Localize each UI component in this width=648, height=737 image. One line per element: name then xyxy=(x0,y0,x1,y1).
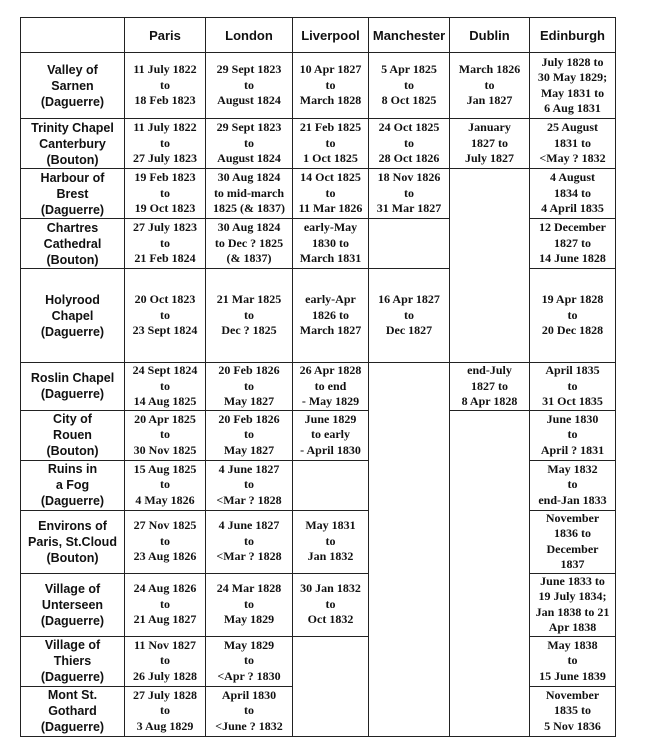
diorama-subject-text: Village of Thiers (Daguerre) xyxy=(40,638,105,684)
diorama-subject-text: City of Rouen (Bouton) xyxy=(46,412,99,458)
date-range-cell xyxy=(125,410,206,460)
date-range-text: 10 Apr 1827 to March 1828 xyxy=(299,62,362,108)
diorama-subject-cell xyxy=(21,53,125,119)
date-range-cell xyxy=(293,169,369,219)
header-cell-london: London xyxy=(206,18,293,53)
date-range-cell xyxy=(293,53,369,119)
table-row xyxy=(21,410,616,460)
date-range-text: 19 Apr 1828 to 20 Dec 1828 xyxy=(541,292,604,338)
date-range-text: May 1831 to Jan 1832 xyxy=(305,518,356,564)
date-range-cell xyxy=(530,269,616,363)
date-range-text: 24 Oct 1825 to 28 Oct 1826 xyxy=(378,120,440,166)
date-range-text: 25 August 1831 to <May ? 1832 xyxy=(539,120,606,166)
date-range-cell xyxy=(125,363,206,411)
empty-cell xyxy=(450,410,530,736)
date-range-cell xyxy=(125,460,206,510)
diorama-subject-cell xyxy=(21,219,125,269)
date-range-text: early-Apr 1826 to March 1827 xyxy=(299,292,362,338)
date-range-cell xyxy=(206,269,293,363)
date-range-cell xyxy=(293,410,369,460)
diorama-subject-cell xyxy=(21,686,125,736)
date-range-text: November 1835 to 5 Nov 1836 xyxy=(544,687,601,733)
diorama-subject-cell xyxy=(21,460,125,510)
diorama-subject-text: Holyrood Chapel (Daguerre) xyxy=(40,292,105,339)
diorama-subject-text: Harbour of Brest (Daguerre) xyxy=(40,170,105,217)
empty-cell xyxy=(293,636,369,736)
date-range-text: 12 December 1827 to 14 June 1828 xyxy=(539,220,606,266)
date-range-cell xyxy=(450,363,530,411)
date-range-cell xyxy=(125,169,206,219)
date-range-cell xyxy=(206,219,293,269)
date-range-text: 20 Oct 1823 to 23 Sept 1824 xyxy=(132,292,198,338)
date-range-text: May 1838 to 15 June 1839 xyxy=(539,637,606,683)
date-range-cell xyxy=(206,686,293,736)
date-range-cell xyxy=(125,573,206,636)
diorama-subject-cell xyxy=(21,119,125,169)
date-range-cell xyxy=(125,636,206,686)
date-range-text: 24 Mar 1828 to May 1829 xyxy=(216,581,282,627)
table-row xyxy=(21,119,616,169)
date-range-cell xyxy=(206,460,293,510)
diorama-exhibition-table xyxy=(20,17,616,737)
date-range-cell xyxy=(206,169,293,219)
table-row xyxy=(21,53,616,119)
date-range-text: 24 Sept 1824 to 14 Aug 1825 xyxy=(132,363,198,408)
diorama-subject-text: Ruins in a Fog (Daguerre) xyxy=(40,462,105,508)
date-range-cell xyxy=(125,510,206,573)
date-range-text: 27 July 1823 to 21 Feb 1824 xyxy=(132,220,197,266)
date-range-cell xyxy=(530,460,616,510)
date-range-text: 11 July 1822 to 27 July 1823 xyxy=(132,120,197,166)
diorama-subject-text: Village of Unterseen (Daguerre) xyxy=(40,581,105,628)
schedule-table-container xyxy=(20,17,616,737)
date-range-text: 21 Mar 1825 to Dec ? 1825 xyxy=(216,292,282,338)
date-range-cell xyxy=(206,510,293,573)
header-cell-manchester: Manchester xyxy=(369,18,450,53)
date-range-cell xyxy=(369,53,450,119)
date-range-cell xyxy=(293,219,369,269)
date-range-text: April 1835 to 31 Oct 1835 xyxy=(542,363,603,408)
date-range-text: 20 Apr 1825 to 30 Nov 1825 xyxy=(133,411,197,457)
date-range-text: May 1829 to <Apr ? 1830 xyxy=(217,637,281,683)
date-range-text: 26 Apr 1828 to end - May 1829 xyxy=(299,363,362,408)
diorama-subject-text: Roslin Chapel (Daguerre) xyxy=(30,371,115,402)
date-range-cell xyxy=(293,510,369,573)
diorama-subject-text: Environs of Paris, St.Cloud (Bouton) xyxy=(28,518,117,565)
date-range-text: March 1826 to Jan 1827 xyxy=(458,62,521,108)
diorama-subject-text: Trinity Chapel Canterbury (Bouton) xyxy=(31,120,114,167)
header-cell-paris: Paris xyxy=(125,18,206,53)
diorama-subject-cell xyxy=(21,410,125,460)
header-cell-dublin: Dublin xyxy=(450,18,530,53)
date-range-text: 19 Feb 1823 to 19 Oct 1823 xyxy=(134,170,196,216)
date-range-text: 4 June 1827 to <Mar ? 1828 xyxy=(216,518,282,564)
date-range-cell xyxy=(530,53,616,119)
date-range-text: 27 July 1828 to 3 Aug 1829 xyxy=(132,687,197,733)
date-range-text: 4 August 1834 to 4 April 1835 xyxy=(541,170,604,216)
diorama-subject-text: Valley of Sarnen (Daguerre) xyxy=(40,62,105,109)
header-cell-edinburgh: Edinburgh xyxy=(530,18,616,53)
date-range-text: 29 Sept 1823 to August 1824 xyxy=(216,120,282,166)
date-range-text: May 1832 to end-Jan 1833 xyxy=(538,461,607,507)
date-range-cell xyxy=(450,119,530,169)
date-range-text: June 1829 to early - April 1830 xyxy=(300,411,361,457)
date-range-cell xyxy=(206,53,293,119)
date-range-text: 16 Apr 1827 to Dec 1827 xyxy=(378,292,440,338)
date-range-cell xyxy=(530,119,616,169)
header-cell-liverpool: Liverpool xyxy=(293,18,369,53)
date-range-cell xyxy=(450,53,530,119)
date-range-text: end-July 1827 to 8 Apr 1828 xyxy=(461,363,518,408)
date-range-text: June 1830 to April ? 1831 xyxy=(540,411,605,457)
date-range-cell xyxy=(530,410,616,460)
date-range-text: 30 Jan 1832 to Oct 1832 xyxy=(300,581,361,627)
date-range-cell xyxy=(369,119,450,169)
date-range-text: June 1833 to 19 July 1834; Jan 1838 to 21 Apr 1838 xyxy=(535,573,610,634)
date-range-cell xyxy=(125,53,206,119)
header-row xyxy=(21,18,616,53)
empty-cell xyxy=(450,169,530,363)
table-row xyxy=(21,169,616,219)
date-range-cell xyxy=(206,573,293,636)
date-range-cell xyxy=(125,269,206,363)
date-range-text: 20 Feb 1826 to May 1827 xyxy=(218,411,280,457)
date-range-cell xyxy=(125,219,206,269)
diorama-subject-cell xyxy=(21,510,125,573)
date-range-cell xyxy=(530,510,616,573)
date-range-cell xyxy=(125,119,206,169)
diorama-subject-cell xyxy=(21,269,125,363)
date-range-cell xyxy=(293,119,369,169)
date-range-text: 11 Nov 1827 to 26 July 1828 xyxy=(132,637,197,683)
diorama-subject-cell xyxy=(21,573,125,636)
date-range-cell xyxy=(293,269,369,363)
date-range-text: July 1828 to 30 May 1829; May 1831 to 6 Aug 1831 xyxy=(537,54,608,115)
date-range-cell xyxy=(206,410,293,460)
date-range-cell xyxy=(369,269,450,363)
date-range-cell xyxy=(125,686,206,736)
date-range-cell xyxy=(530,636,616,686)
date-range-text: 14 Oct 1825 to 11 Mar 1826 xyxy=(298,170,363,216)
date-range-text: November 1836 to December 1837 xyxy=(545,510,600,571)
table-row xyxy=(21,363,616,411)
date-range-cell xyxy=(206,363,293,411)
date-range-text: early-May 1830 to March 1831 xyxy=(299,220,362,266)
date-range-cell xyxy=(293,573,369,636)
date-range-text: 20 Feb 1826 to May 1827 xyxy=(218,363,280,408)
date-range-cell xyxy=(293,363,369,411)
date-range-cell xyxy=(530,573,616,636)
date-range-cell xyxy=(206,119,293,169)
diorama-subject-cell xyxy=(21,636,125,686)
date-range-cell xyxy=(530,363,616,411)
date-range-cell xyxy=(206,636,293,686)
empty-cell xyxy=(369,363,450,737)
diorama-subject-text: Chartres Cathedral (Bouton) xyxy=(43,220,102,267)
empty-cell xyxy=(369,219,450,269)
date-range-text: 4 June 1827 to <Mar ? 1828 xyxy=(216,461,282,507)
date-range-text: 15 Aug 1825 to 4 May 1826 xyxy=(133,461,197,507)
date-range-cell xyxy=(530,219,616,269)
date-range-text: 18 Nov 1826 to 31 Mar 1827 xyxy=(376,170,442,216)
date-range-text: 24 Aug 1826 to 21 Aug 1827 xyxy=(133,581,197,627)
date-range-text: 30 Aug 1824 to Dec ? 1825 (& 1837) xyxy=(214,220,284,266)
date-range-text: 27 Nov 1825 to 23 Aug 1826 xyxy=(133,518,197,564)
date-range-text: April 1830 to <June ? 1832 xyxy=(215,687,283,733)
date-range-text: 29 Sept 1823 to August 1824 xyxy=(216,62,282,108)
date-range-cell xyxy=(530,686,616,736)
diorama-subject-cell xyxy=(21,169,125,219)
diorama-subject-text: Mont St. Gothard (Daguerre) xyxy=(40,688,105,734)
date-range-cell xyxy=(530,169,616,219)
header-cell-subject xyxy=(21,18,125,53)
date-range-text: 30 Aug 1824 to mid-march 1825 (& 1837) xyxy=(213,170,285,216)
date-range-text: 5 Apr 1825 to 8 Oct 1825 xyxy=(381,62,437,108)
empty-cell xyxy=(293,460,369,510)
date-range-text: 11 July 1822 to 18 Feb 1823 xyxy=(133,62,197,108)
date-range-text: January 1827 to July 1827 xyxy=(464,120,514,166)
table-body xyxy=(21,53,616,737)
date-range-cell xyxy=(369,169,450,219)
date-range-text: 21 Feb 1825 to 1 Oct 1825 xyxy=(299,120,362,166)
diorama-subject-cell xyxy=(21,363,125,411)
